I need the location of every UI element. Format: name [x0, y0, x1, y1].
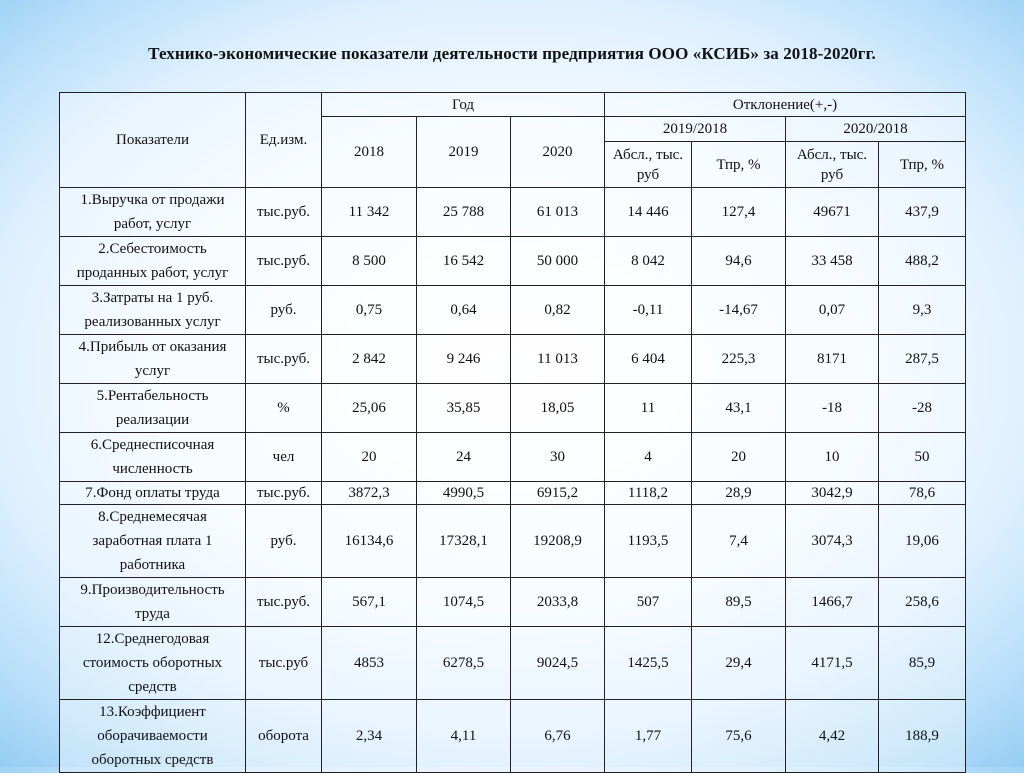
- header-2018: 2018: [322, 117, 417, 188]
- row-label: 13.Коэффициент оборачиваемости оборотных средств: [60, 700, 246, 773]
- rate-2020-2018: -28: [879, 384, 966, 433]
- value-2020: 9024,5: [511, 627, 605, 700]
- value-2018: 8 500: [322, 237, 417, 286]
- header-rate-2: Тпр, %: [879, 142, 966, 188]
- header-2020: 2020: [511, 117, 605, 188]
- rate-2019-2018: 89,5: [692, 578, 786, 627]
- rate-2020-2018: 488,2: [879, 237, 966, 286]
- abs-2019-2018: 14 446: [605, 188, 692, 237]
- abs-2020-2018: 49671: [786, 188, 879, 237]
- row-unit: тыс.руб.: [246, 188, 322, 237]
- rate-2019-2018: 225,3: [692, 335, 786, 384]
- value-2020: 19208,9: [511, 505, 605, 578]
- header-2019: 2019: [417, 117, 511, 188]
- table-row: [60, 384, 966, 433]
- rate-2020-2018: 19,06: [879, 505, 966, 578]
- indicators-table: [59, 92, 966, 773]
- header-period-2020-2018: 2020/2018: [786, 117, 966, 142]
- header-indicators: Показатели: [60, 93, 246, 188]
- value-2019: 1074,5: [417, 578, 511, 627]
- value-2018: 2,34: [322, 700, 417, 773]
- table-row: [60, 237, 966, 286]
- value-2020: 0,82: [511, 286, 605, 335]
- value-2020: 50 000: [511, 237, 605, 286]
- table-row: [60, 433, 966, 482]
- abs-2020-2018: -18: [786, 384, 879, 433]
- header-abs-1: Абсл., тыс. руб: [605, 142, 692, 188]
- value-2019: 16 542: [417, 237, 511, 286]
- rate-2020-2018: 437,9: [879, 188, 966, 237]
- abs-2019-2018: 11: [605, 384, 692, 433]
- row-unit: %: [246, 384, 322, 433]
- value-2019: 35,85: [417, 384, 511, 433]
- value-2018: 0,75: [322, 286, 417, 335]
- header-period-2019-2018: 2019/2018: [605, 117, 786, 142]
- abs-2020-2018: 1466,7: [786, 578, 879, 627]
- row-label: 1.Выручка от продажи работ, услуг: [60, 188, 246, 237]
- abs-2019-2018: 507: [605, 578, 692, 627]
- rate-2019-2018: 29,4: [692, 627, 786, 700]
- row-unit: тыс.руб.: [246, 335, 322, 384]
- value-2018: 25,06: [322, 384, 417, 433]
- abs-2019-2018: 1118,2: [605, 482, 692, 505]
- abs-2020-2018: 3042,9: [786, 482, 879, 505]
- header-unit: Ед.изм.: [246, 93, 322, 188]
- abs-2020-2018: 4,42: [786, 700, 879, 773]
- row-label: 4.Прибыль от оказания услуг: [60, 335, 246, 384]
- row-unit: тыс.руб.: [246, 237, 322, 286]
- value-2020: 2033,8: [511, 578, 605, 627]
- rate-2020-2018: 258,6: [879, 578, 966, 627]
- value-2019: 24: [417, 433, 511, 482]
- value-2020: 30: [511, 433, 605, 482]
- row-unit: тыс.руб.: [246, 578, 322, 627]
- value-2019: 9 246: [417, 335, 511, 384]
- value-2020: 6915,2: [511, 482, 605, 505]
- abs-2020-2018: 4171,5: [786, 627, 879, 700]
- value-2018: 2 842: [322, 335, 417, 384]
- value-2018: 567,1: [322, 578, 417, 627]
- table-row: [60, 627, 966, 700]
- abs-2019-2018: 1,77: [605, 700, 692, 773]
- value-2018: 20: [322, 433, 417, 482]
- rate-2019-2018: 94,6: [692, 237, 786, 286]
- table-row: [60, 335, 966, 384]
- value-2018: 11 342: [322, 188, 417, 237]
- abs-2019-2018: -0,11: [605, 286, 692, 335]
- value-2020: 18,05: [511, 384, 605, 433]
- header-abs-2: Абсл., тыс. руб: [786, 142, 879, 188]
- table-row: [60, 188, 966, 237]
- table-row: [60, 700, 966, 773]
- row-unit: тыс.руб: [246, 627, 322, 700]
- rate-2019-2018: 20: [692, 433, 786, 482]
- abs-2020-2018: 8171: [786, 335, 879, 384]
- row-label: 7.Фонд оплаты труда: [60, 482, 246, 505]
- rate-2020-2018: 188,9: [879, 700, 966, 773]
- table-row: [60, 505, 966, 578]
- abs-2020-2018: 33 458: [786, 237, 879, 286]
- rate-2020-2018: 9,3: [879, 286, 966, 335]
- row-label: 3.Затраты на 1 руб. реализованных услуг: [60, 286, 246, 335]
- abs-2019-2018: 6 404: [605, 335, 692, 384]
- row-label: 8.Среднемесячая заработная плата 1 работника: [60, 505, 246, 578]
- table-row: [60, 482, 966, 505]
- row-unit: чел: [246, 433, 322, 482]
- row-label: 6.Среднесписочная численность: [60, 433, 246, 482]
- rate-2020-2018: 85,9: [879, 627, 966, 700]
- value-2019: 4990,5: [417, 482, 511, 505]
- row-unit: руб.: [246, 505, 322, 578]
- table-row: [60, 286, 966, 335]
- value-2019: 25 788: [417, 188, 511, 237]
- value-2018: 16134,6: [322, 505, 417, 578]
- row-label: 5.Рентабельность реализации: [60, 384, 246, 433]
- row-label: 12.Среднегодовая стоимость оборотных средств: [60, 627, 246, 700]
- value-2018: 4853: [322, 627, 417, 700]
- value-2020: 61 013: [511, 188, 605, 237]
- rate-2020-2018: 78,6: [879, 482, 966, 505]
- row-unit: оборота: [246, 700, 322, 773]
- abs-2020-2018: 3074,3: [786, 505, 879, 578]
- abs-2019-2018: 8 042: [605, 237, 692, 286]
- abs-2019-2018: 1193,5: [605, 505, 692, 578]
- abs-2020-2018: 0,07: [786, 286, 879, 335]
- header-year: Год: [322, 93, 605, 117]
- rate-2019-2018: 28,9: [692, 482, 786, 505]
- rate-2019-2018: 43,1: [692, 384, 786, 433]
- value-2020: 6,76: [511, 700, 605, 773]
- abs-2020-2018: 10: [786, 433, 879, 482]
- value-2019: 0,64: [417, 286, 511, 335]
- rate-2019-2018: -14,67: [692, 286, 786, 335]
- abs-2019-2018: 4: [605, 433, 692, 482]
- header-deviation: Отклонение(+,-): [605, 93, 966, 117]
- header-row-top: [60, 93, 966, 117]
- row-unit: руб.: [246, 286, 322, 335]
- rate-2020-2018: 287,5: [879, 335, 966, 384]
- value-2019: 4,11: [417, 700, 511, 773]
- value-2019: 17328,1: [417, 505, 511, 578]
- table-row: [60, 578, 966, 627]
- row-label: 2.Себестоимость проданных работ, услуг: [60, 237, 246, 286]
- abs-2019-2018: 1425,5: [605, 627, 692, 700]
- rate-2019-2018: 7,4: [692, 505, 786, 578]
- rate-2020-2018: 50: [879, 433, 966, 482]
- row-unit: тыс.руб.: [246, 482, 322, 505]
- page-title: Технико-экономические показатели деятельности предприятия ООО «КСИБ» за 2018-2020гг.: [148, 44, 876, 63]
- rate-2019-2018: 127,4: [692, 188, 786, 237]
- value-2020: 11 013: [511, 335, 605, 384]
- header-rate-1: Тпр, %: [692, 142, 786, 188]
- value-2019: 6278,5: [417, 627, 511, 700]
- value-2018: 3872,3: [322, 482, 417, 505]
- rate-2019-2018: 75,6: [692, 700, 786, 773]
- row-label: 9.Производительность труда: [60, 578, 246, 627]
